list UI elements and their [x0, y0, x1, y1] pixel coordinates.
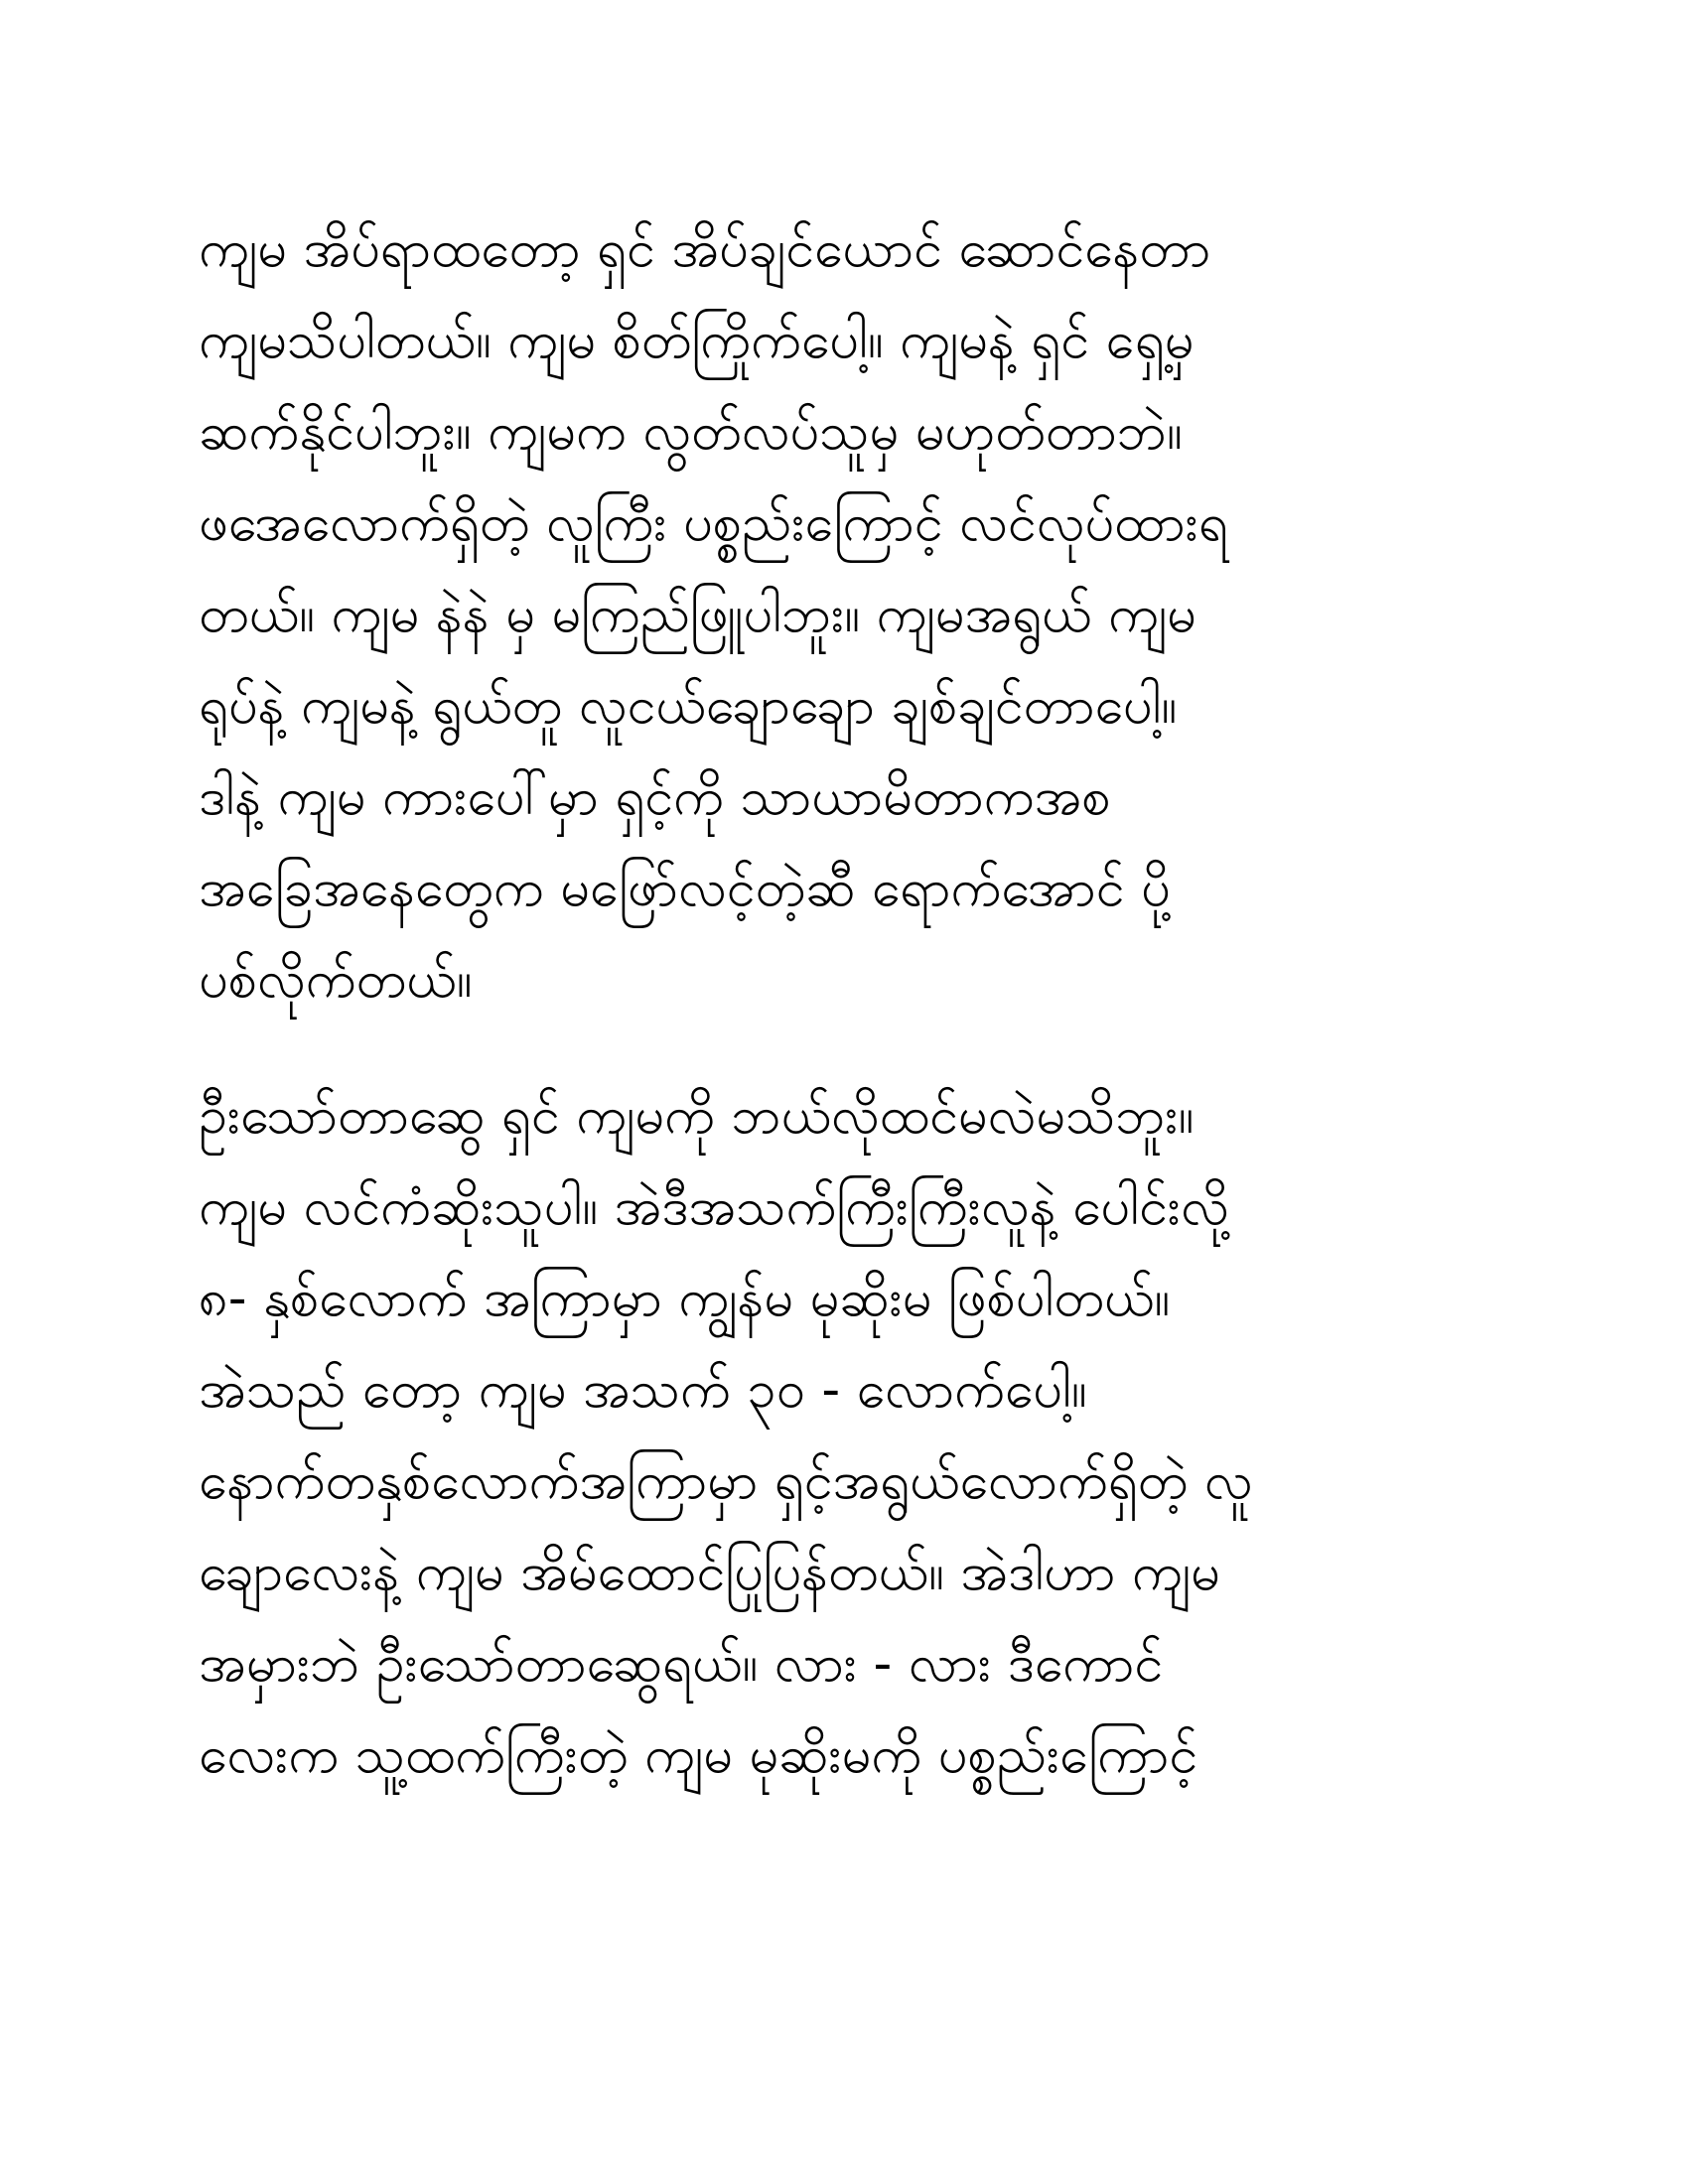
- text-line: လေးက သူ့ထက်ကြီးတဲ့ ကျမ မုဆိုးမကို ပစ္စည်းကြောင့်: [199, 1725, 1198, 1785]
- text-line: ပစ်လိုက်တယ်။: [199, 950, 473, 1010]
- text-line: နောက်တနှစ်လောက်အကြာမှာ ရှင့်အရွယ်လောက်ရှိတဲ့ လူ: [199, 1451, 1253, 1511]
- text-line: ကျမ လင်ကံဆိုးသူပါ။ အဲဒီအသက်ကြီးကြီးလူနဲ့ ပေါင်းလို့: [199, 1177, 1229, 1237]
- text-line: ရုပ်နဲ့ ကျမနဲ့ ရွယ်တူ လူငယ်ချောချော ချစ်ချင်တာပေါ့။: [199, 676, 1178, 736]
- body-text: [199, 204, 1489, 1801]
- text-line: ၈- နှစ်လောက် အကြာမှာ ကျွန်မ မုဆိုးမ ဖြစ်ပါတယ်။: [199, 1269, 1171, 1328]
- text-line: အခြေအနေတွေက မဖြော်လင့်တဲ့ဆီ ရောက်အောင် ပို့: [199, 859, 1171, 918]
- text-line: ဒါနဲ့ ကျမ ကားပေါ်မှာ ရှင့်ကို သာယာမိတာကအစ: [199, 767, 1111, 827]
- paragraph-1: [199, 204, 1489, 1025]
- paragraph-spacer: [199, 1025, 1489, 1070]
- text-line: တယ်။ ကျမ နဲနဲ မှ မကြည်ဖြူပါဘူး။ ကျမအရွယ် ကျမ: [199, 585, 1196, 644]
- text-line: ကျမသိပါတယ်။ ကျမ စိတ်ကြိုက်ပေါ့။ ကျမနဲ့ ရှင် ရှေ့မှ: [199, 311, 1195, 370]
- paragraph-2: [199, 1070, 1489, 1801]
- text-line: ဖအေလောက်ရှိတဲ့ လူကြီး ပစ္စည်းကြောင့် လင်လုပ်ထားရ: [199, 493, 1228, 553]
- text-line: အမှားဘဲ ဦးသော်တာဆွေရယ်။ လား - လား ဒီကောင်: [199, 1634, 1164, 1694]
- text-line: ကျမ အိပ်ရာထတော့ ရှင် အိပ်ချင်ယောင် ဆောင်နေတာ: [199, 219, 1211, 279]
- text-line: ချောလေးနဲ့ ကျမ အိမ်ထောင်ပြုပြန်တယ်။ အဲဒါဟာ ကျမ: [199, 1543, 1220, 1602]
- text-line: အဲသည် တော့ ကျမ အသက် ၃၀ - လောက်ပေါ့။: [199, 1360, 1087, 1420]
- text-line: ဦးသော်တာဆွေ ရှင် ကျမကို ဘယ်လိုထင်မလဲမသိဘူး။: [199, 1086, 1195, 1146]
- text-line: ဆက်နိုင်ပါဘူး။ ကျမက လွတ်လပ်သူမှ မဟုတ်တာဘဲ။: [199, 402, 1183, 462]
